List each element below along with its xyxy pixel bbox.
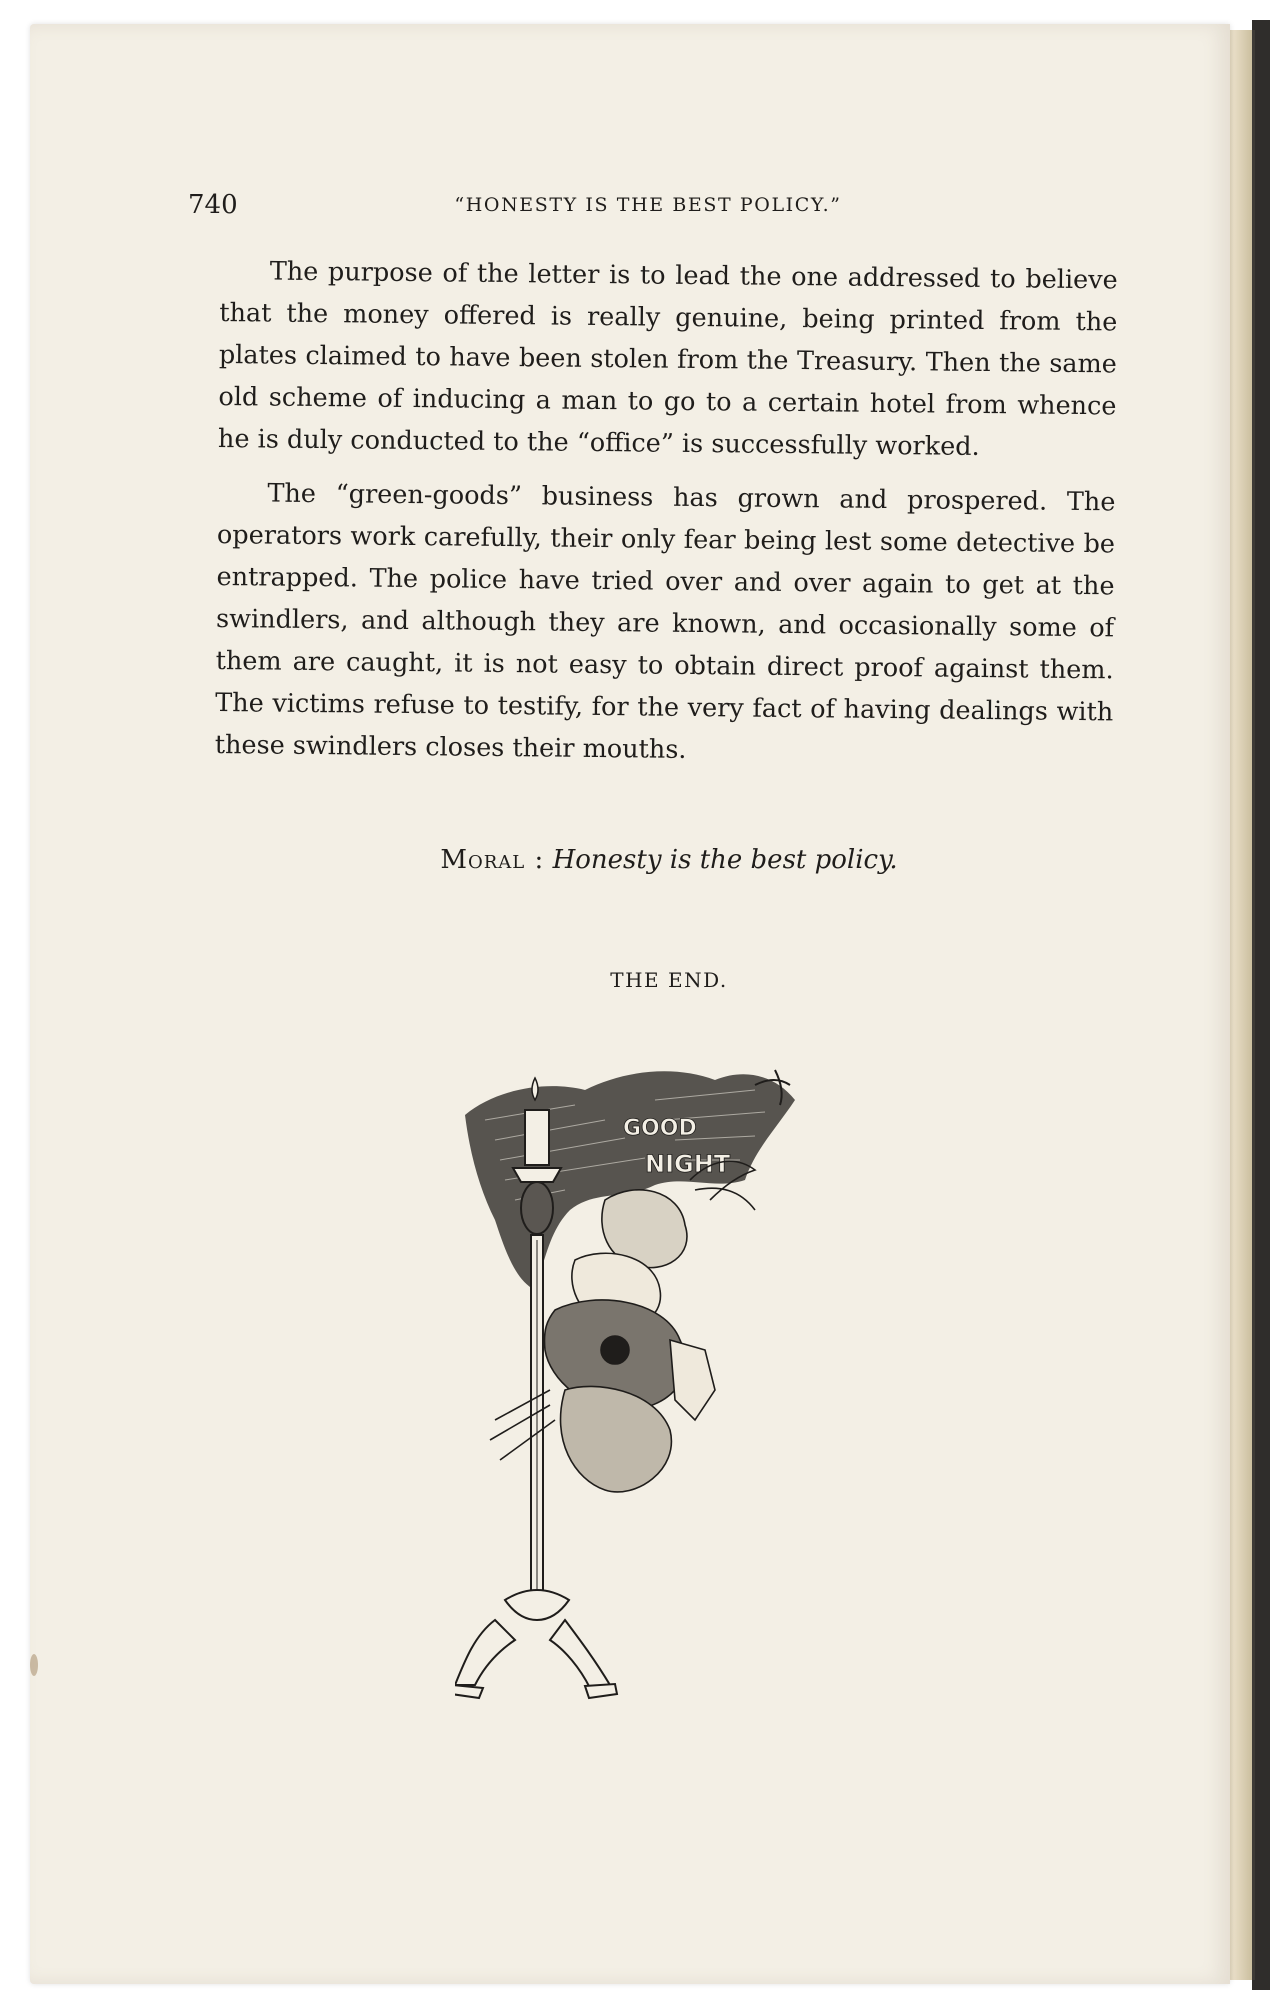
sign-night: NIGHT bbox=[645, 1150, 731, 1178]
creature-legs-icon bbox=[455, 1620, 617, 1698]
moral-line bbox=[220, 845, 1118, 875]
running-title: “HONESTY IS THE BEST POLICY.” bbox=[454, 194, 842, 216]
page-number: 740 bbox=[188, 190, 238, 220]
sign-good: GOOD bbox=[623, 1116, 697, 1141]
good-night-vignette bbox=[455, 1060, 875, 1740]
body-text bbox=[214, 250, 1117, 787]
foxing-spot bbox=[30, 1654, 38, 1676]
the-end-heading: THE END. bbox=[610, 968, 728, 992]
paragraph: The purpose of the letter is to lead the one addressed to believe that the money offered is really genuine, being printed from the plates claimed to have been stolen from the Treasury. Then the same old scheme of inducing a man to go to a certain hotel from whence he is duly conducted to the “office” is successfully worked. bbox=[217, 256, 1118, 462]
paragraph: The “green-goods” business has grown and prospered. The operators work carefully, their only fear being lest some detective be entrapped. The police have tried over and over again to get at the swindlers, and although they are known, and occasionally some of them are caught, it is not easy to obtain direct proof against them. The victims refuse to testify, for the very fact of having dealings with these swindlers closes their mouths. bbox=[214, 478, 1116, 765]
moral-text: Honesty is the best policy. bbox=[552, 845, 898, 875]
moral-label: Moral : bbox=[440, 845, 545, 875]
